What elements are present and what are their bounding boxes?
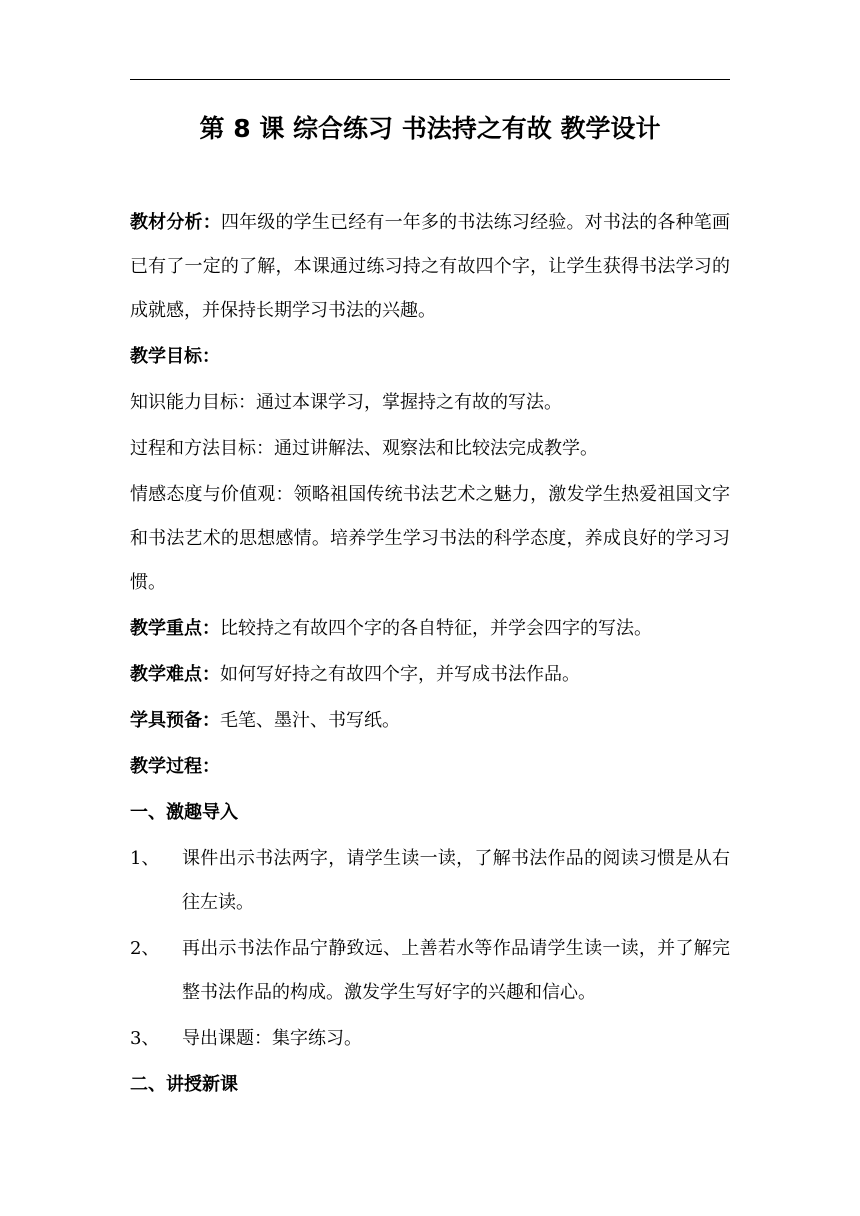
list-item-number: 2、	[130, 938, 160, 959]
analysis-label: 教材分析：	[130, 212, 221, 233]
list-item	[130, 1017, 730, 1061]
list-item-number: 1、	[130, 848, 160, 869]
list-item	[130, 837, 730, 925]
goals-heading: 教学目标：	[130, 346, 220, 367]
goal-knowledge: 知识能力目标：通过本课学习，掌握持之有故的写法。	[130, 392, 562, 413]
section-1-heading: 一、激趣导入	[130, 802, 238, 823]
materials-paragraph	[130, 699, 730, 743]
keypoint-label: 教学重点：	[130, 618, 220, 639]
analysis-text: 四年级的学生已经有一年多的书法练习经验。对书法的各种笔画已有了一定的了解，本课通过练习持之有故四个字，让学生获得书法学习的成就感，并保持长期学习书法的兴趣。	[130, 212, 730, 321]
materials-text: 毛笔、墨汁、书写纸。	[220, 710, 400, 731]
list-item	[130, 927, 730, 1015]
list-item-text: 导出课题：集字练习。	[182, 1028, 362, 1049]
difficulty-paragraph	[130, 653, 730, 697]
page-title: 第 8 课 综合练习 书法持之有故 教学设计	[199, 114, 661, 143]
list-item-text: 课件出示书法两字，请学生读一读，了解书法作品的阅读习惯是从右往左读。	[182, 848, 730, 913]
keypoint-text: 比较持之有故四个字的各自特征，并学会四字的写法。	[220, 618, 652, 639]
header-rule	[130, 79, 730, 80]
difficulty-text: 如何写好持之有故四个字，并写成书法作品。	[220, 664, 580, 685]
process-heading: 教学过程：	[130, 756, 220, 777]
keypoint-paragraph	[130, 607, 730, 651]
list-item-text: 再出示书法作品宁静致远、上善若水等作品请学生读一读，并了解完整书法作品的构成。激发学生写好字的兴趣和信心。	[182, 938, 730, 1003]
document-body	[130, 201, 730, 1109]
list-item-number: 3、	[130, 1028, 160, 1049]
goal-process: 过程和方法目标：通过讲解法、观察法和比较法完成教学。	[130, 438, 598, 459]
analysis-paragraph	[130, 201, 730, 333]
goal-emotion: 情感态度与价值观：领略祖国传统书法艺术之魅力，激发学生热爱祖国文字和书法艺术的思想感情。培养学生学习书法的科学态度，养成良好的学习习惯。	[130, 484, 730, 593]
difficulty-label: 教学难点：	[130, 664, 220, 685]
materials-label: 学具预备：	[130, 710, 220, 731]
section-2-heading: 二、讲授新课	[130, 1074, 238, 1095]
